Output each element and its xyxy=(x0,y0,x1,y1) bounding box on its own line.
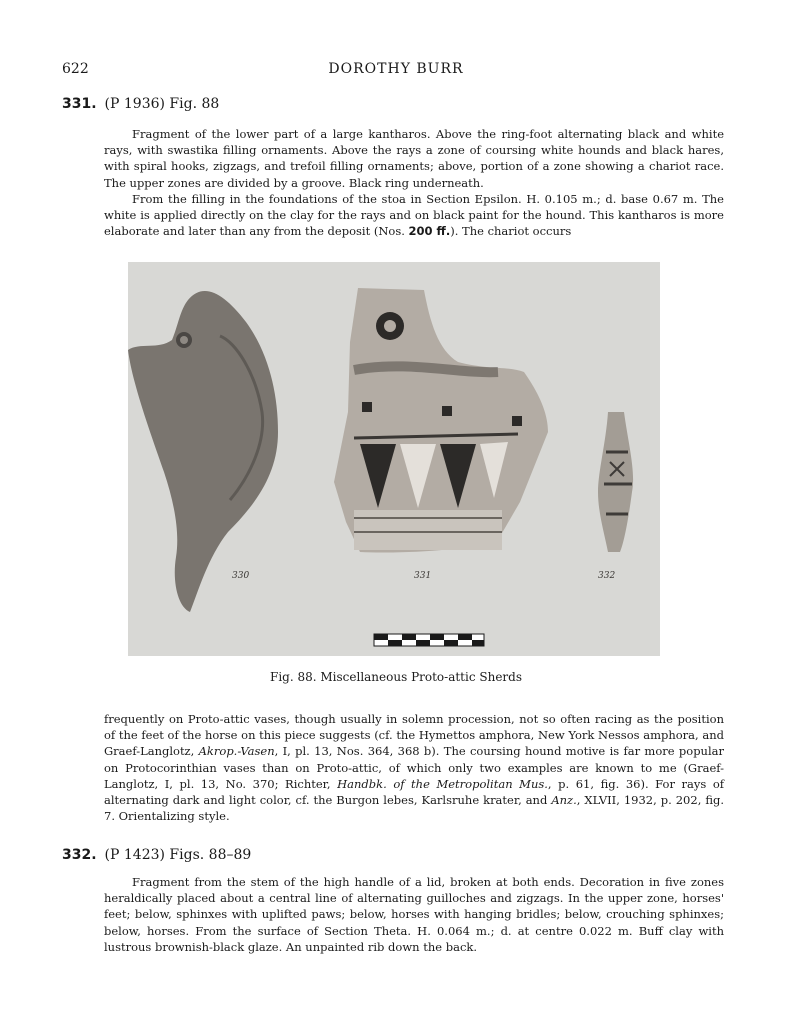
commentary-text-3: , p. 61, fig. 36). For rays of alternating dark and light color, cf. the Burgon lebes, Karlsruhe krater, and xyxy=(104,776,725,808)
citation-anz: Anz. xyxy=(551,793,577,808)
entry-331-commentary xyxy=(104,711,724,824)
entry-331-description: Fragment of the lower part of a large kantharos. Above the ring-foot alternating black and white rays, with swastika filling ornaments. Above the rays a zone of coursing white hounds and black hares, with spiral hooks, zigzags, and trefoil filling ornaments; above, portion of a zone showing a chariot race. The upper zones are divided by a groove. Black ring underneath. xyxy=(104,127,724,190)
figure-88-photograph xyxy=(128,262,660,656)
entry-331-heading xyxy=(62,96,219,112)
running-title: DOROTHY BURR xyxy=(328,61,464,77)
entry-332-heading xyxy=(62,847,251,863)
commentary-text-2: , I, pl. 13, Nos. 364, 368 b). The coursing hound motive is far more popular on Protocorinthian vases than on Proto-attic, of which only two examples are known to me (Graef-Langlotz, I, pl. 13, No. 370; Richter, xyxy=(104,744,724,791)
catalog-cross-reference: 200 ff. xyxy=(408,224,451,239)
entry-number: 332. xyxy=(62,847,97,863)
sherd-label-330: 330 xyxy=(232,571,250,581)
entry-332-description: Fragment from the stem of the high handle of a lid, broken at both ends. Decoration in five zones heraldically placed about a central line of alternating guilloches and zigzags. In the upper zone, horses' feet; below, sphinxes with uplifted paws; below, horses with hanging bridles; below, crouching sphinxes; below, horses. From the surface of Section Theta. H. 0.064 m.; d. at centre 0.022 m. Buff clay with lustrous brownish-black glaze. An unpainted rib down the back. xyxy=(104,875,724,954)
scale-bar xyxy=(374,634,484,646)
findspot-text-a: From the filling in the foundations of the stoa in Section Epsilon. H. 0.105 m.; d. base 0.67 m. The white is applied directly on the clay for the rays and on black paint for the hound. This kantharos is more elaborate and later than any from the deposit (Nos. xyxy=(104,192,724,239)
page-header xyxy=(62,61,730,81)
sherd-label-331: 331 xyxy=(414,571,432,581)
page-number: 622 xyxy=(62,61,89,77)
findspot-text-b: ). The chariot occurs xyxy=(450,224,572,239)
citation-handbk: Handbk. of the Metropolitan Mus. xyxy=(337,776,548,791)
commentary-text-4: , XLVII, 1932, p. 202, fig. 7. Orientalizing style. xyxy=(104,793,725,824)
sherd-label-332: 332 xyxy=(598,571,616,581)
entry-reference: (P 1936) Fig. 88 xyxy=(104,96,220,112)
citation-akrop-vasen: Akrop.-Vasen xyxy=(198,744,275,759)
entry-331-findspot xyxy=(104,191,724,240)
commentary-text-1: frequently on Proto-attic vases, though usually in solemn procession, not so often racing as the position of the feet of the horse on this piece suggests (cf. the Hymettos amphora, New York Nessos amphora, and Graef-Langlotz, xyxy=(104,712,724,759)
entry-reference: (P 1423) Figs. 88–89 xyxy=(104,847,252,863)
entry-number: 331. xyxy=(62,96,97,112)
figure-caption: Fig. 88. Miscellaneous Proto-attic Sherds xyxy=(270,670,522,684)
